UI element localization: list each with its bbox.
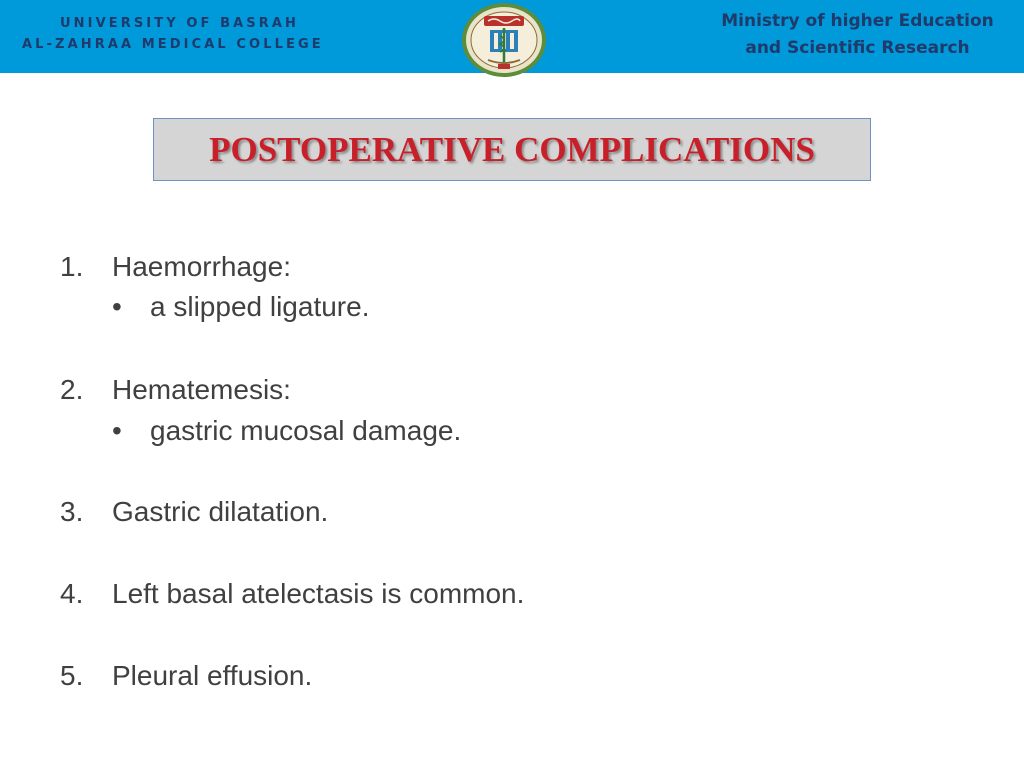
bullet-icon: • bbox=[112, 291, 122, 322]
college-seal-logo bbox=[460, 2, 548, 78]
item-hematemesis: Hematemesis: bbox=[112, 374, 291, 405]
item-haemorrhage: Haemorrhage: bbox=[112, 251, 291, 282]
item-number: 2. bbox=[60, 374, 84, 405]
sub-item-gastric-mucosal-damage: gastric mucosal damage. bbox=[150, 415, 462, 446]
ministry-name bbox=[700, 8, 1015, 62]
item-number: 5. bbox=[60, 660, 84, 691]
sub-item-slipped-ligature: a slipped ligature. bbox=[150, 291, 370, 322]
item-number: 1. bbox=[60, 251, 84, 282]
item-left-basal-atelectasis: Left basal atelectasis is common. bbox=[112, 578, 525, 609]
ministry-line-1: Ministry of higher Education bbox=[721, 11, 994, 31]
university-name: UNIVERSITY OF BASRAH bbox=[60, 16, 299, 31]
item-pleural-effusion: Pleural effusion. bbox=[112, 660, 313, 691]
item-number: 4. bbox=[60, 578, 84, 609]
slide-title-box bbox=[153, 118, 871, 181]
slide-title: POSTOPERATIVE COMPLICATIONS bbox=[209, 129, 815, 169]
college-name: AL-ZAHRAA MEDICAL COLLEGE bbox=[22, 37, 324, 52]
ministry-line-2: and Scientific Research bbox=[745, 38, 970, 58]
item-gastric-dilatation: Gastric dilatation. bbox=[112, 496, 329, 527]
item-number: 3. bbox=[60, 496, 84, 527]
bullet-icon: • bbox=[112, 415, 122, 446]
header-bar bbox=[0, 0, 1024, 73]
